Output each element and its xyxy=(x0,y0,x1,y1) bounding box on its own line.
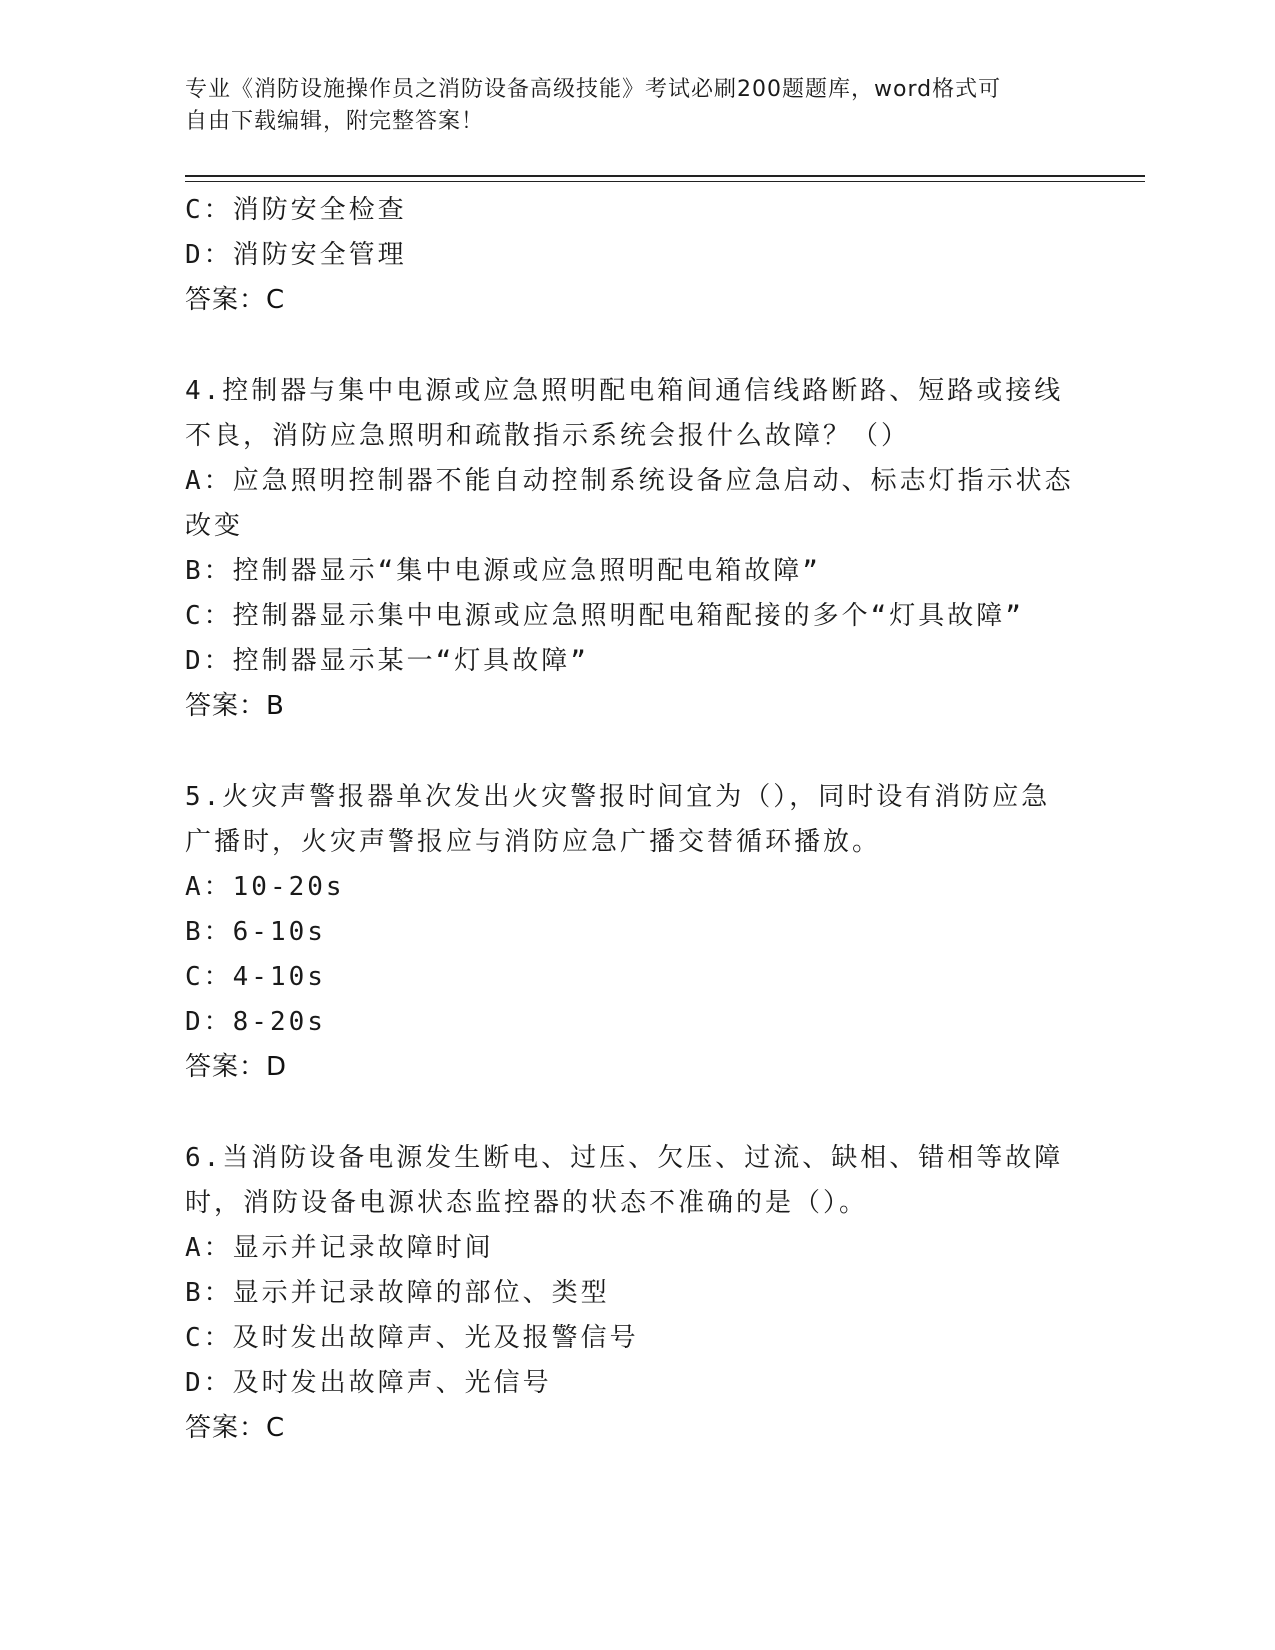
option-a: A：应急照明控制器不能自动控制系统设备应急启动、标志灯指示状态 xyxy=(185,466,1074,496)
header-divider-thin xyxy=(185,181,1145,182)
header-divider-thick xyxy=(185,175,1145,177)
option-c: C：4-10s xyxy=(185,962,326,992)
option-a: A：10-20s xyxy=(185,872,345,902)
question-5 xyxy=(185,775,1085,1090)
option-c: C：消防安全检查 xyxy=(185,195,407,225)
option-c: C：控制器显示集中电源或应急照明配电箱配接的多个“灯具故障” xyxy=(185,601,1024,631)
question-stem-cont: 广播时，火灾声警报应与消防应急广播交替循环播放。 xyxy=(185,827,882,857)
question-partial xyxy=(185,188,1085,323)
question-stem-cont: 不良，消防应急照明和疏散指示系统会报什么故障？（） xyxy=(185,421,911,451)
option-b: B：控制器显示“集中电源或应急照明配电箱故障” xyxy=(185,556,821,586)
answer: 答案：C xyxy=(185,1413,286,1443)
question-4 xyxy=(185,369,1085,729)
answer: 答案：D xyxy=(185,1052,288,1082)
option-c: C：及时发出故障声、光及报警信号 xyxy=(185,1323,639,1353)
option-a-cont: 改变 xyxy=(185,511,244,541)
option-d: D：控制器显示某一“灯具故障” xyxy=(185,646,589,676)
option-b: B：6-10s xyxy=(185,917,326,947)
question-stem: 4.控制器与集中电源或应急照明配电箱间通信线路断路、短路或接线 xyxy=(185,376,1064,406)
document-header xyxy=(185,74,1065,138)
option-b: B：显示并记录故障的部位、类型 xyxy=(185,1278,610,1308)
option-d: D：及时发出故障声、光信号 xyxy=(185,1368,552,1398)
option-d: D：消防安全管理 xyxy=(185,240,407,270)
question-6 xyxy=(185,1136,1085,1451)
answer: 答案：C xyxy=(185,285,286,315)
document-body xyxy=(185,188,1085,1451)
answer: 答案：B xyxy=(185,691,285,721)
option-a: A：显示并记录故障时间 xyxy=(185,1233,494,1263)
question-stem: 5.火灾声警报器单次发出火灾警报时间宜为（），同时设有消防应急 xyxy=(185,782,1051,812)
option-d: D：8-20s xyxy=(185,1007,326,1037)
header-line-1: 专业《消防设施操作员之消防设备高级技能》考试必刷200题题库，word格式可 xyxy=(185,77,1002,102)
header-line-2: 自由下载编辑，附完整答案！ xyxy=(185,109,485,134)
question-stem-cont: 时，消防设备电源状态监控器的状态不准确的是（）。 xyxy=(185,1188,869,1218)
question-stem: 6.当消防设备电源发生断电、过压、欠压、过流、缺相、错相等故障 xyxy=(185,1143,1064,1173)
